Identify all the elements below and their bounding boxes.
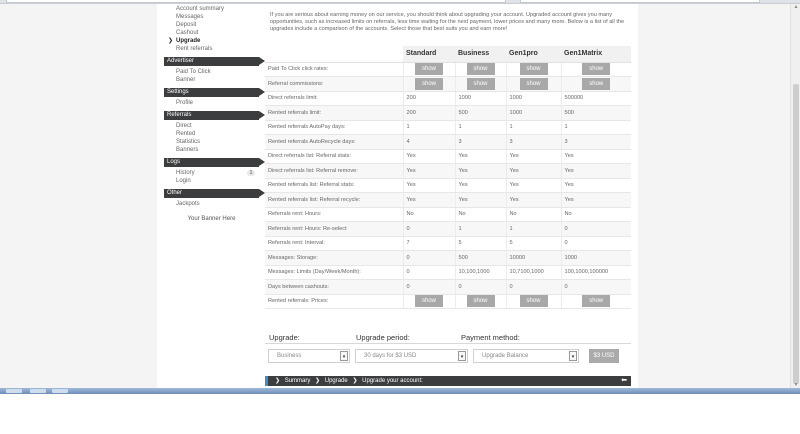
column-header-business: Business bbox=[455, 46, 506, 62]
row-label: Referrals rent: Interval: bbox=[265, 236, 403, 251]
table-cell: 10,7100,1000 bbox=[506, 265, 561, 280]
table-cell bbox=[506, 62, 561, 77]
table-row bbox=[265, 236, 631, 251]
table-cell: Yes bbox=[403, 178, 455, 193]
table-cell: 3 bbox=[506, 135, 561, 150]
show-button[interactable]: show bbox=[520, 295, 548, 307]
address-bar[interactable] bbox=[6, 0, 506, 3]
table-cell: 1 bbox=[455, 222, 506, 237]
show-button[interactable]: show bbox=[582, 63, 610, 75]
table-row bbox=[265, 164, 631, 179]
price-button[interactable]: $3 USD bbox=[589, 349, 619, 363]
table-cell: 500 bbox=[561, 106, 631, 121]
table-cell: Yes bbox=[403, 149, 455, 164]
table-cell: 1000 bbox=[455, 91, 506, 106]
table-cell: 10000 bbox=[506, 251, 561, 266]
table-cell: Yes bbox=[455, 178, 506, 193]
upgrade-label: Upgrade: bbox=[269, 333, 300, 342]
row-label: Days between cashouts: bbox=[265, 280, 403, 295]
back-arrow-icon[interactable]: ⬅ bbox=[621, 377, 627, 384]
chevron-right-icon: ❯ bbox=[168, 38, 174, 44]
table-cell bbox=[455, 77, 506, 92]
table-cell: Yes bbox=[455, 164, 506, 179]
upgrade-period-select[interactable] bbox=[355, 349, 468, 363]
sidebar-section-referrals: Referrals bbox=[164, 111, 259, 120]
upgrade-select-value: Business bbox=[277, 353, 302, 359]
table-cell bbox=[403, 294, 455, 309]
table-cell: 1000 bbox=[506, 91, 561, 106]
os-taskbar bbox=[0, 388, 800, 394]
page-left-margin bbox=[0, 4, 157, 388]
table-cell: Yes bbox=[403, 193, 455, 208]
show-button[interactable]: show bbox=[415, 63, 443, 75]
sidebar-item-jackpots[interactable]: Jackpots bbox=[176, 201, 200, 207]
sidebar-item-banner[interactable]: Banner bbox=[176, 77, 196, 83]
table-cell: 5 bbox=[506, 236, 561, 251]
row-label: Rented referrals list: Referral stats: bbox=[265, 178, 403, 193]
show-button[interactable]: show bbox=[415, 295, 443, 307]
chevron-right-icon: ❯ bbox=[315, 378, 321, 384]
row-label: Rented referrals: Prices: bbox=[265, 294, 403, 309]
table-row bbox=[265, 135, 631, 150]
table-cell bbox=[455, 62, 506, 77]
table-row bbox=[265, 207, 631, 222]
table-cell: Yes bbox=[455, 149, 506, 164]
sidebar-item-cashout[interactable]: Cashout bbox=[176, 30, 199, 36]
table-row bbox=[265, 77, 631, 92]
row-label: Rented referrals AutoRecycle days: bbox=[265, 135, 403, 150]
table-cell: 500 bbox=[455, 251, 506, 266]
breadcrumb-item-current: Upgrade your account: bbox=[362, 378, 423, 384]
breadcrumb-item-upgrade[interactable]: Upgrade bbox=[324, 378, 348, 384]
table-body bbox=[265, 62, 631, 309]
column-header-gen1matrix: Gen1Matrix bbox=[561, 46, 631, 62]
table-row bbox=[265, 91, 631, 106]
table-row bbox=[265, 280, 631, 295]
table-cell: 3 bbox=[455, 135, 506, 150]
row-label: Rented referrals limit: bbox=[265, 106, 403, 121]
row-label: Messages: Limits (Day/Week/Month): bbox=[265, 265, 403, 280]
table-cell: 1 bbox=[506, 222, 561, 237]
table-cell: 1000 bbox=[506, 106, 561, 121]
column-header-standard: Standard bbox=[403, 46, 455, 62]
sidebar-item-messages[interactable]: Messages bbox=[176, 14, 204, 20]
sidebar-item-rent-referrals[interactable]: Rent referrals bbox=[176, 46, 213, 52]
table-cell: 0 bbox=[403, 251, 455, 266]
table-cell: 7 bbox=[403, 236, 455, 251]
table-cell bbox=[403, 77, 455, 92]
chevron-down-icon[interactable]: ▾ bbox=[458, 351, 466, 361]
show-button[interactable]: show bbox=[520, 63, 548, 75]
sidebar-item-statistics[interactable]: Statistics bbox=[176, 139, 201, 145]
breadcrumb bbox=[265, 376, 631, 386]
page-right-margin bbox=[638, 4, 790, 388]
sidebar-section-other: Other bbox=[164, 189, 259, 198]
table-cell: No bbox=[506, 207, 561, 222]
table-cell: Yes bbox=[506, 149, 561, 164]
table-cell: Yes bbox=[455, 193, 506, 208]
sidebar-item-history[interactable]: History bbox=[176, 170, 195, 176]
table-row bbox=[265, 265, 631, 280]
row-label: Messages: Storage: bbox=[265, 251, 403, 266]
table-cell: 10,100,1000 bbox=[455, 265, 506, 280]
scroll-down-arrow-icon[interactable]: ▼ bbox=[793, 382, 799, 388]
table-header-blank bbox=[265, 46, 403, 62]
sidebar-item-profile[interactable]: Profile bbox=[176, 100, 194, 106]
browser-search-box[interactable] bbox=[520, 0, 760, 3]
row-label: Referrals rent: Hours: bbox=[265, 207, 403, 222]
upgrade-period-label: Upgrade period: bbox=[356, 333, 410, 342]
sidebar-item-upgrade[interactable] bbox=[164, 37, 259, 45]
sidebar-item-paid-to-click[interactable]: Paid To Click bbox=[176, 69, 211, 75]
scrollbar-thumb[interactable] bbox=[793, 84, 799, 384]
taskbar-app-button[interactable] bbox=[52, 389, 68, 393]
taskbar-app-button[interactable] bbox=[30, 389, 46, 393]
table-row bbox=[265, 222, 631, 237]
table-cell: Yes bbox=[506, 178, 561, 193]
table-cell: 0 bbox=[455, 280, 506, 295]
table-cell: 5 bbox=[455, 236, 506, 251]
table-cell: 500000 bbox=[561, 91, 631, 106]
table-cell: 1 bbox=[403, 120, 455, 135]
table-cell bbox=[506, 294, 561, 309]
show-button[interactable]: show bbox=[467, 63, 495, 75]
column-header-gen1pro: Gen1pro bbox=[506, 46, 561, 62]
table-cell: 4 bbox=[403, 135, 455, 150]
sidebar-section-advertiser: Advertiser bbox=[164, 57, 259, 66]
chevron-right-icon: ❯ bbox=[352, 378, 358, 384]
table-cell: No bbox=[561, 207, 631, 222]
sidebar-item-rented[interactable]: Rented bbox=[176, 131, 196, 137]
scroll-up-arrow-icon[interactable]: ▲ bbox=[793, 4, 799, 10]
table-row bbox=[265, 178, 631, 193]
start-button[interactable] bbox=[6, 389, 22, 393]
table-cell: Yes bbox=[506, 164, 561, 179]
sidebar-item-account-summary[interactable]: Account summary bbox=[176, 6, 225, 12]
form-divider bbox=[265, 343, 631, 344]
payment-method-select-value: Upgrade Balance bbox=[482, 353, 529, 359]
table-cell: 0 bbox=[561, 222, 631, 237]
table-cell: Yes bbox=[561, 149, 631, 164]
table-cell: 100,1000,100000 bbox=[561, 265, 631, 280]
table-cell bbox=[561, 77, 631, 92]
table-cell: 200 bbox=[403, 91, 455, 106]
sidebar-item-login[interactable]: Login bbox=[176, 178, 191, 184]
upgrade-select[interactable] bbox=[268, 349, 350, 363]
show-button[interactable]: show bbox=[520, 78, 548, 90]
show-button[interactable]: show bbox=[582, 78, 610, 90]
table-row bbox=[265, 120, 631, 135]
table-cell bbox=[561, 294, 631, 309]
row-label: Referral commissions: bbox=[265, 77, 403, 92]
table-cell bbox=[506, 77, 561, 92]
table-row bbox=[265, 193, 631, 208]
row-label: Paid To Click click rates: bbox=[265, 62, 403, 77]
sidebar-item-direct[interactable]: Direct bbox=[176, 123, 192, 129]
chevron-down-icon[interactable]: ▾ bbox=[340, 351, 348, 361]
chevron-down-icon[interactable]: ▾ bbox=[569, 351, 577, 361]
table-cell: Yes bbox=[506, 193, 561, 208]
table-cell: Yes bbox=[561, 164, 631, 179]
table-cell: 500 bbox=[455, 106, 506, 121]
table-cell bbox=[561, 62, 631, 77]
table-cell: 0 bbox=[561, 236, 631, 251]
payment-method-select[interactable] bbox=[473, 349, 579, 363]
table-row bbox=[265, 106, 631, 121]
upgrade-comparison-table bbox=[265, 46, 631, 309]
table-row bbox=[265, 149, 631, 164]
show-button[interactable]: show bbox=[415, 78, 443, 90]
table-cell: 200 bbox=[403, 106, 455, 121]
table-cell: 0 bbox=[403, 280, 455, 295]
table-cell: 1 bbox=[455, 120, 506, 135]
table-cell: Yes bbox=[403, 164, 455, 179]
table-cell: 1 bbox=[506, 120, 561, 135]
row-label: Direct referrals list: Referral stats: bbox=[265, 149, 403, 164]
show-button[interactable]: show bbox=[467, 78, 495, 90]
table-row bbox=[265, 294, 631, 309]
table-header-row bbox=[265, 46, 631, 62]
sidebar-item-label: Upgrade bbox=[176, 38, 201, 44]
show-button[interactable]: show bbox=[582, 295, 610, 307]
table-cell: No bbox=[403, 207, 455, 222]
table-cell: 0 bbox=[403, 222, 455, 237]
upgrade-period-select-value: 30 days for $3 USD bbox=[364, 353, 417, 359]
sidebar-section-logs: Logs bbox=[164, 158, 259, 167]
banner-placeholder: Your Banner Here bbox=[187, 216, 236, 222]
table-row bbox=[265, 251, 631, 266]
upgrade-form bbox=[265, 330, 631, 370]
table-cell bbox=[403, 62, 455, 77]
row-label: Direct referrals limit: bbox=[265, 91, 403, 106]
table-cell: 1 bbox=[561, 120, 631, 135]
upgrade-intro-text: If you are serious about earning money on our service, you should think about upgrading your account. Upgraded account gives you many opportunities, such as increased limits on referrals, less time waiting for the next payment, lower prices and many more. Below is a list of all the upgrades include a comparison of the accounts. Select those that best suits you and earn more! bbox=[270, 12, 625, 33]
sidebar bbox=[164, 5, 259, 222]
table-cell: 0 bbox=[506, 280, 561, 295]
row-label: Direct referrals list: Referral remove: bbox=[265, 164, 403, 179]
sidebar-section-settings: Settings bbox=[164, 88, 259, 97]
table-cell bbox=[455, 294, 506, 309]
row-label: Referrals rent: Hours: Re-select bbox=[265, 222, 403, 237]
table-cell: Yes bbox=[561, 193, 631, 208]
table-cell: Yes bbox=[561, 178, 631, 193]
table-cell: 1000 bbox=[561, 251, 631, 266]
show-button[interactable]: show bbox=[467, 295, 495, 307]
breadcrumb-item-summary[interactable]: Summary bbox=[284, 378, 311, 384]
table-cell: 3 bbox=[561, 135, 631, 150]
table-row bbox=[265, 62, 631, 77]
history-count-badge: 1 bbox=[247, 170, 255, 176]
sidebar-item-banners[interactable]: Banners bbox=[176, 147, 199, 153]
payment-method-label: Payment method: bbox=[461, 333, 520, 342]
row-label: Rented referrals AutoPay days: bbox=[265, 120, 403, 135]
row-label: Rented referrals list: Referral recycle: bbox=[265, 193, 403, 208]
vertical-scrollbar[interactable] bbox=[790, 4, 800, 388]
table-cell: 0 bbox=[403, 265, 455, 280]
table-cell: 0 bbox=[561, 280, 631, 295]
sidebar-item-deposit[interactable]: Deposit bbox=[176, 22, 197, 28]
table-cell: No bbox=[455, 207, 506, 222]
chevron-right-icon: ❯ bbox=[275, 378, 281, 384]
